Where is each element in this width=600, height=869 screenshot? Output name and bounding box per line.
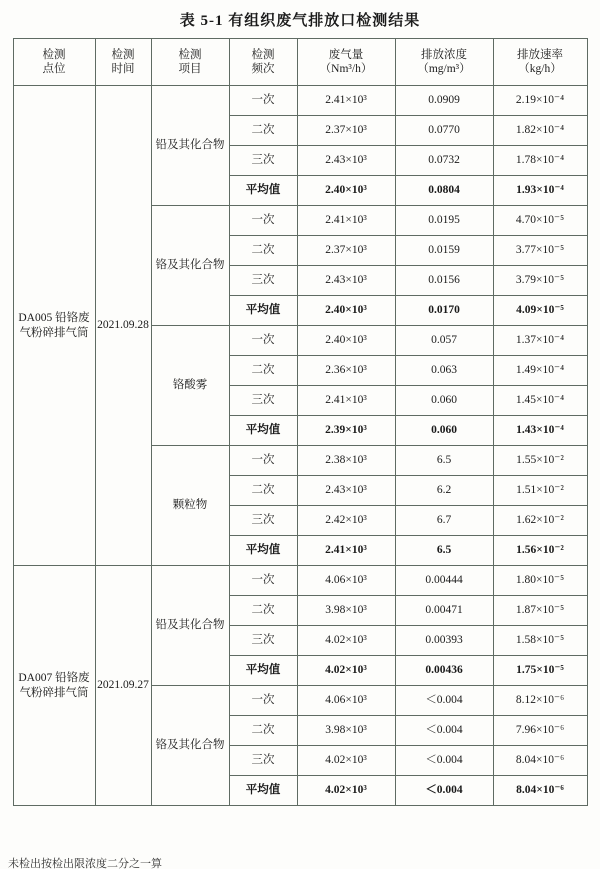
frequency-cell: 平均值 [229, 296, 297, 326]
column-header-rate-line2: （kg/h） [518, 63, 562, 75]
gas-volume-cell: 2.40×10³ [297, 176, 395, 206]
frequency-cell: 二次 [229, 236, 297, 266]
emission-rate-cell: 8.12×10⁻⁶ [493, 686, 587, 716]
column-header-point [13, 39, 95, 86]
frequency-cell: 二次 [229, 596, 297, 626]
gas-volume-cell: 2.43×10³ [297, 266, 395, 296]
frequency-cell: 三次 [229, 266, 297, 296]
column-header-item-line1: 检测 [178, 48, 202, 61]
gas-volume-cell: 4.02×10³ [297, 776, 395, 806]
column-header-frequency-line1: 检测 [251, 48, 275, 61]
frequency-cell: 一次 [229, 86, 297, 116]
pollutant-item-cell: 铅及其化合物 [151, 86, 229, 206]
pollutant-item-cell: 铬及其化合物 [151, 686, 229, 806]
frequency-cell: 三次 [229, 386, 297, 416]
monitoring-point-cell: DA005 铅铬废气粉碎排气筒 [13, 86, 95, 566]
emission-rate-cell: 1.62×10⁻² [493, 506, 587, 536]
concentration-cell: ＜0.004 [395, 746, 493, 776]
monitoring-point-cell: DA007 铅铬废气粉碎排气筒 [13, 566, 95, 806]
emission-rate-cell: 1.55×10⁻² [493, 446, 587, 476]
emission-results-table [13, 38, 588, 806]
pollutant-item-cell: 铅及其化合物 [151, 566, 229, 686]
monitoring-time-cell: 2021.09.27 [95, 566, 151, 806]
concentration-cell: ＜0.004 [395, 686, 493, 716]
emission-rate-cell: 1.45×10⁻⁴ [493, 386, 587, 416]
frequency-cell: 平均值 [229, 536, 297, 566]
pollutant-item-cell: 铬及其化合物 [151, 206, 229, 326]
concentration-cell: 6.5 [395, 446, 493, 476]
emission-rate-cell: 4.70×10⁻⁵ [493, 206, 587, 236]
emission-rate-cell: 1.51×10⁻² [493, 476, 587, 506]
concentration-cell: 0.0156 [395, 266, 493, 296]
emission-rate-cell: 1.82×10⁻⁴ [493, 116, 587, 146]
frequency-cell: 二次 [229, 356, 297, 386]
monitoring-time-cell: 2021.09.28 [95, 86, 151, 566]
frequency-cell: 一次 [229, 206, 297, 236]
header-row [13, 39, 587, 86]
table-footnote: 未检出按检出限浓度二分之一算 [8, 858, 162, 869]
emission-rate-cell: 3.79×10⁻⁵ [493, 266, 587, 296]
concentration-cell: 0.0195 [395, 206, 493, 236]
column-header-point-line1: 检测 [42, 48, 66, 61]
gas-volume-cell: 2.40×10³ [297, 326, 395, 356]
pollutant-item-cell: 铬酸雾 [151, 326, 229, 446]
gas-volume-cell: 3.98×10³ [297, 596, 395, 626]
column-header-time [95, 39, 151, 86]
concentration-cell: 6.7 [395, 506, 493, 536]
gas-volume-cell: 2.41×10³ [297, 86, 395, 116]
frequency-cell: 平均值 [229, 176, 297, 206]
concentration-cell: 0.0732 [395, 146, 493, 176]
column-header-volume [297, 39, 395, 86]
concentration-cell: 0.063 [395, 356, 493, 386]
concentration-cell: 0.060 [395, 416, 493, 446]
gas-volume-cell: 2.38×10³ [297, 446, 395, 476]
frequency-cell: 三次 [229, 506, 297, 536]
column-header-concentration [395, 39, 493, 86]
frequency-cell: 三次 [229, 746, 297, 776]
column-header-item [151, 39, 229, 86]
concentration-cell: 0.0159 [395, 236, 493, 266]
table-header [13, 39, 587, 86]
column-header-time-line1: 检测 [111, 48, 135, 61]
column-header-frequency [229, 39, 297, 86]
emission-rate-cell: 8.04×10⁻⁶ [493, 776, 587, 806]
emission-rate-cell: 1.56×10⁻² [493, 536, 587, 566]
table-row [13, 566, 587, 596]
concentration-cell: 0.0770 [395, 116, 493, 146]
emission-rate-cell: 1.93×10⁻⁴ [493, 176, 587, 206]
emission-rate-cell: 1.49×10⁻⁴ [493, 356, 587, 386]
concentration-cell: 0.00471 [395, 596, 493, 626]
gas-volume-cell: 2.41×10³ [297, 536, 395, 566]
table-title: 表 5-1 有组织废气排放口检测结果 [179, 13, 421, 29]
emission-rate-cell: 1.78×10⁻⁴ [493, 146, 587, 176]
concentration-cell: 0.0909 [395, 86, 493, 116]
gas-volume-cell: 2.40×10³ [297, 296, 395, 326]
frequency-cell: 一次 [229, 566, 297, 596]
concentration-cell: 0.0170 [395, 296, 493, 326]
emission-rate-cell: 1.43×10⁻⁴ [493, 416, 587, 446]
frequency-cell: 三次 [229, 146, 297, 176]
emission-rate-cell: 1.37×10⁻⁴ [493, 326, 587, 356]
emission-rate-cell: 1.80×10⁻⁵ [493, 566, 587, 596]
frequency-cell: 平均值 [229, 776, 297, 806]
column-header-volume-line2: （Nm³/h） [319, 63, 373, 75]
emission-rate-cell: 4.09×10⁻⁵ [493, 296, 587, 326]
concentration-cell: 0.00393 [395, 626, 493, 656]
pollutant-item-cell: 颗粒物 [151, 446, 229, 566]
frequency-cell: 二次 [229, 116, 297, 146]
gas-volume-cell: 2.43×10³ [297, 146, 395, 176]
column-header-volume-line1: 废气量 [328, 48, 364, 61]
gas-volume-cell: 4.02×10³ [297, 656, 395, 686]
concentration-cell: 0.057 [395, 326, 493, 356]
frequency-cell: 一次 [229, 446, 297, 476]
gas-volume-cell: 2.37×10³ [297, 236, 395, 266]
gas-volume-cell: 2.41×10³ [297, 206, 395, 236]
emission-rate-cell: 1.75×10⁻⁵ [493, 656, 587, 686]
gas-volume-cell: 2.37×10³ [297, 116, 395, 146]
frequency-cell: 一次 [229, 686, 297, 716]
frequency-cell: 三次 [229, 626, 297, 656]
gas-volume-cell: 4.06×10³ [297, 566, 395, 596]
concentration-cell: 0.0804 [395, 176, 493, 206]
concentration-cell: 6.2 [395, 476, 493, 506]
frequency-cell: 二次 [229, 476, 297, 506]
frequency-cell: 二次 [229, 716, 297, 746]
gas-volume-cell: 2.42×10³ [297, 506, 395, 536]
emission-rate-cell: 3.77×10⁻⁵ [493, 236, 587, 266]
table-body [13, 86, 587, 806]
column-header-time-line2: 时间 [111, 63, 135, 75]
column-header-concentration-line1: 排放浓度 [421, 48, 467, 61]
gas-volume-cell: 2.41×10³ [297, 386, 395, 416]
column-header-rate-line1: 排放速率 [517, 48, 563, 61]
column-header-rate [493, 39, 587, 86]
emission-rate-cell: 1.87×10⁻⁵ [493, 596, 587, 626]
gas-volume-cell: 2.43×10³ [297, 476, 395, 506]
table-row [13, 86, 587, 116]
concentration-cell: 0.00444 [395, 566, 493, 596]
gas-volume-cell: 4.06×10³ [297, 686, 395, 716]
concentration-cell: 6.5 [395, 536, 493, 566]
gas-volume-cell: 4.02×10³ [297, 746, 395, 776]
concentration-cell: 0.060 [395, 386, 493, 416]
column-header-item-line2: 项目 [178, 63, 202, 75]
gas-volume-cell: 3.98×10³ [297, 716, 395, 746]
frequency-cell: 平均值 [229, 416, 297, 446]
emission-rate-cell: 7.96×10⁻⁶ [493, 716, 587, 746]
concentration-cell: ＜0.004 [395, 716, 493, 746]
column-header-point-line2: 点位 [42, 63, 66, 75]
concentration-cell: ＜0.004 [395, 776, 493, 806]
emission-rate-cell: 2.19×10⁻⁴ [493, 86, 587, 116]
concentration-cell: 0.00436 [395, 656, 493, 686]
column-header-frequency-line2: 频次 [251, 63, 275, 75]
emission-rate-cell: 1.58×10⁻⁵ [493, 626, 587, 656]
gas-volume-cell: 4.02×10³ [297, 626, 395, 656]
frequency-cell: 一次 [229, 326, 297, 356]
frequency-cell: 平均值 [229, 656, 297, 686]
column-header-concentration-line2: （mg/m³） [417, 63, 471, 75]
emission-rate-cell: 8.04×10⁻⁶ [493, 746, 587, 776]
gas-volume-cell: 2.36×10³ [297, 356, 395, 386]
gas-volume-cell: 2.39×10³ [297, 416, 395, 446]
